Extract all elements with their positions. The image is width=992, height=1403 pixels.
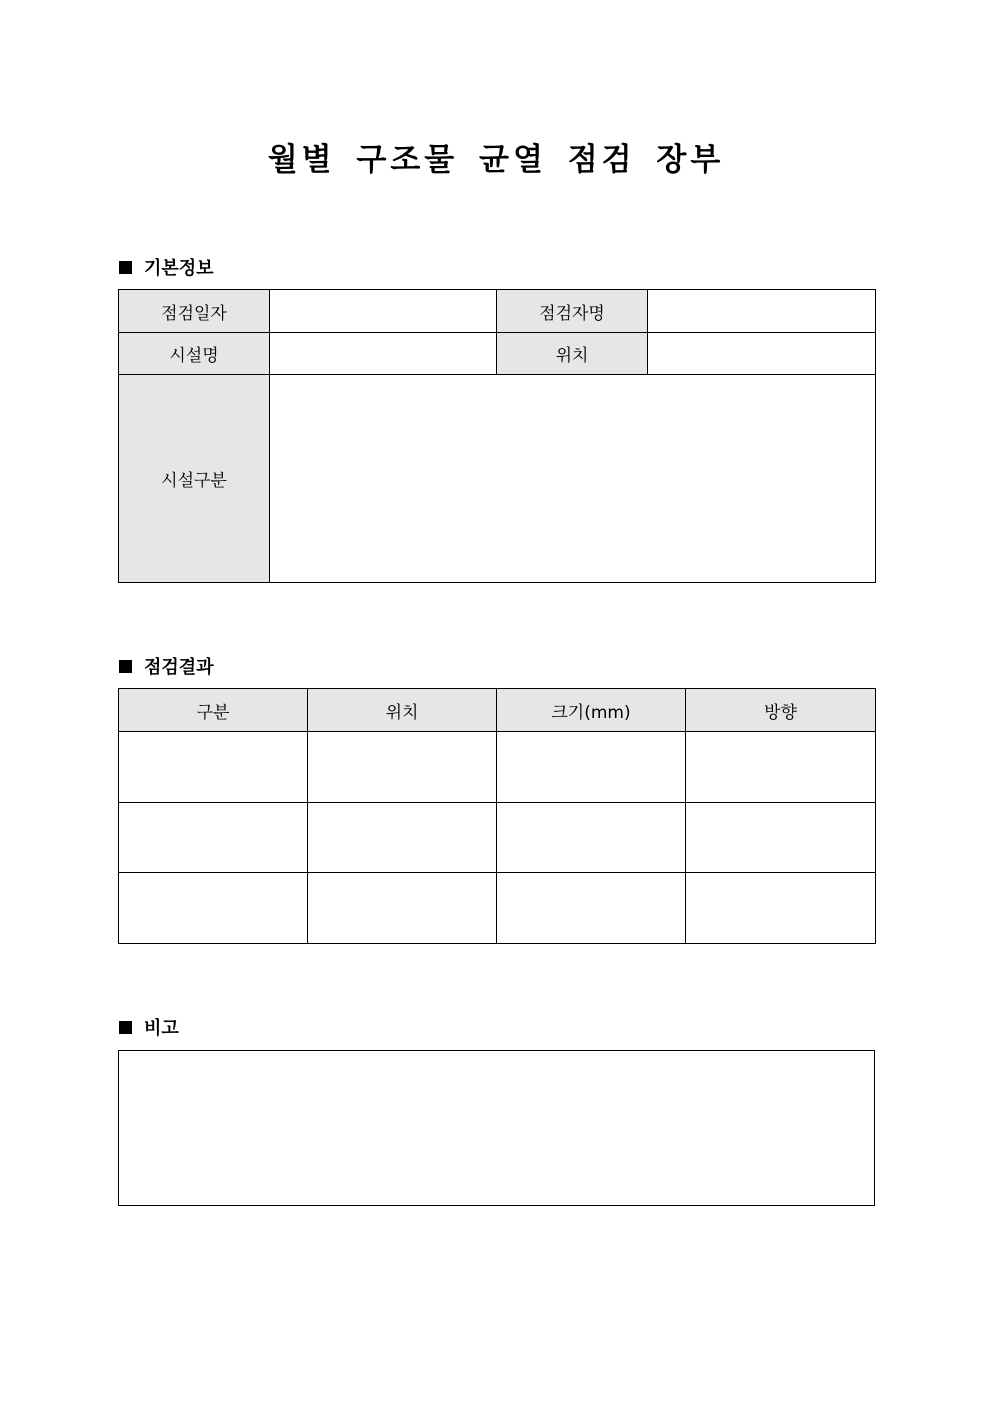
table-cell[interactable] xyxy=(308,732,497,803)
table-cell[interactable] xyxy=(686,732,876,803)
table-cell[interactable] xyxy=(497,873,686,944)
basic-info-table xyxy=(118,289,876,583)
table-cell[interactable] xyxy=(686,803,876,873)
facility-name-field[interactable] xyxy=(270,333,497,375)
section-heading-basic-info xyxy=(119,254,214,280)
facility-type-field[interactable] xyxy=(270,375,876,583)
square-bullet-icon xyxy=(119,660,132,673)
inspection-date-label: 점검일자 xyxy=(119,290,270,333)
table-cell[interactable] xyxy=(497,803,686,873)
section-heading-results xyxy=(119,653,214,679)
table-row xyxy=(119,732,876,803)
table-row xyxy=(119,803,876,873)
table-cell[interactable] xyxy=(119,803,308,873)
section-heading-remarks xyxy=(119,1014,179,1040)
table-row xyxy=(119,873,876,944)
remarks-table xyxy=(118,1050,875,1206)
facility-name-label: 시설명 xyxy=(119,333,270,375)
square-bullet-icon xyxy=(119,1021,132,1034)
table-cell[interactable] xyxy=(308,803,497,873)
square-bullet-icon xyxy=(119,261,132,274)
inspector-label: 점검자명 xyxy=(497,290,648,333)
table-cell[interactable] xyxy=(308,873,497,944)
column-header-size: 크기(mm) xyxy=(497,689,686,732)
inspector-field[interactable] xyxy=(648,290,876,333)
section-heading-label: 기본정보 xyxy=(144,258,214,279)
column-header-category: 구분 xyxy=(119,689,308,732)
table-cell[interactable] xyxy=(686,873,876,944)
section-heading-label: 비고 xyxy=(144,1018,179,1039)
location-field[interactable] xyxy=(648,333,876,375)
table-cell[interactable] xyxy=(119,873,308,944)
column-header-location: 위치 xyxy=(308,689,497,732)
column-header-direction: 방향 xyxy=(686,689,876,732)
inspection-date-field[interactable] xyxy=(270,290,497,333)
location-label: 위치 xyxy=(497,333,648,375)
remarks-field[interactable] xyxy=(119,1051,875,1206)
table-cell[interactable] xyxy=(119,732,308,803)
page-title: 월별 구조물 균열 점검 장부 xyxy=(267,142,725,178)
facility-type-label: 시설구분 xyxy=(119,375,270,583)
section-heading-label: 점검결과 xyxy=(144,657,214,678)
results-table xyxy=(118,688,876,944)
table-cell[interactable] xyxy=(497,732,686,803)
